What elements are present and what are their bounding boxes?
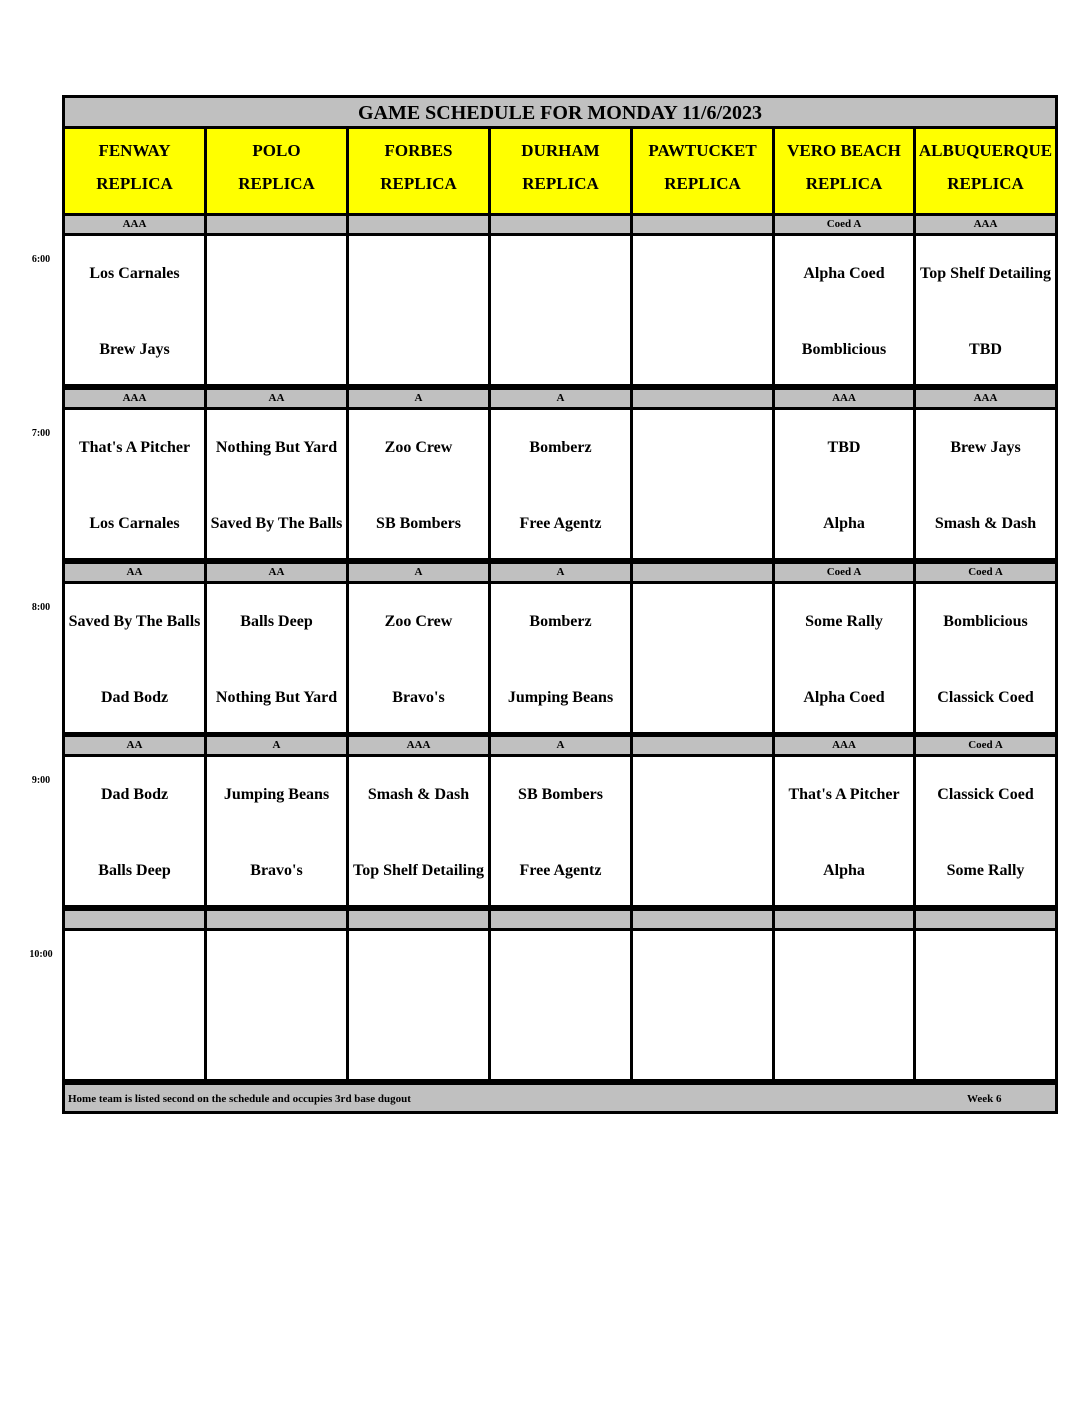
game-cell — [207, 931, 346, 1079]
division-label: AA — [65, 737, 204, 754]
game-cell — [491, 410, 630, 558]
home-team: Smash & Dash — [934, 514, 1037, 532]
home-team — [491, 324, 630, 374]
visiting-team: Saved By The Balls — [68, 612, 201, 630]
time-label: 7:00 — [31, 428, 51, 439]
division-label — [916, 911, 1055, 928]
division-label: A — [491, 390, 630, 407]
home-team: Alpha Coed — [803, 688, 885, 706]
division-label: A — [207, 737, 346, 754]
visiting-team: Smash & Dash — [367, 785, 470, 803]
division-label: A — [349, 390, 488, 407]
visiting-team — [916, 943, 1055, 993]
field-name: VERO BEACH — [787, 141, 901, 160]
visiting-team — [349, 943, 488, 993]
division-label: AA — [65, 564, 204, 581]
game-cell — [491, 236, 630, 384]
visiting-team: Nothing But Yard — [215, 438, 338, 456]
game-cell — [491, 584, 630, 732]
game-cell — [349, 931, 488, 1079]
game-cell — [775, 236, 913, 384]
field-header — [633, 129, 772, 213]
game-cell — [633, 410, 772, 558]
visiting-team: SB Bombers — [518, 785, 603, 803]
field-header — [775, 129, 913, 213]
home-team: Bravo's — [392, 688, 445, 706]
game-cell — [916, 410, 1055, 558]
time-label: 8:00 — [31, 602, 51, 613]
game-cell — [633, 584, 772, 732]
home-team — [916, 1019, 1055, 1069]
visiting-team — [633, 248, 772, 298]
visiting-team — [491, 943, 630, 993]
visiting-team — [65, 943, 204, 993]
home-team — [349, 1019, 488, 1069]
game-cell — [349, 410, 488, 558]
home-team: Balls Deep — [98, 861, 171, 879]
home-team — [207, 1019, 346, 1069]
game-cell — [916, 236, 1055, 384]
division-label: A — [491, 564, 630, 581]
division-label — [633, 737, 772, 754]
game-cell — [775, 584, 913, 732]
home-team — [349, 324, 488, 374]
division-label: AA — [207, 564, 346, 581]
visiting-team: Jumping Beans — [223, 785, 330, 803]
division-label — [775, 911, 913, 928]
home-team — [633, 324, 772, 374]
division-label — [65, 911, 204, 928]
game-cell — [65, 931, 204, 1079]
visiting-team — [207, 943, 346, 993]
time-label: 10:00 — [29, 949, 53, 960]
game-cell — [65, 757, 204, 905]
home-team: SB Bombers — [376, 514, 461, 532]
division-label — [633, 911, 772, 928]
home-team: Los Carnales — [89, 514, 180, 532]
visiting-team: Brew Jays — [950, 438, 1021, 456]
division-label: Coed A — [775, 564, 913, 581]
home-team: Alpha — [823, 861, 865, 879]
home-team — [633, 672, 772, 722]
field-subtitle: REPLICA — [96, 174, 173, 193]
schedule-title: GAME SCHEDULE FOR MONDAY 11/6/2023 — [65, 98, 1055, 126]
field-subtitle: REPLICA — [805, 174, 883, 193]
home-team: Free Agentz — [519, 514, 602, 532]
game-cell — [65, 236, 204, 384]
division-label — [207, 911, 346, 928]
visiting-team: Balls Deep — [240, 612, 313, 630]
home-team: Brew Jays — [99, 340, 170, 358]
field-name: DURHAM — [521, 141, 600, 160]
home-team: Nothing But Yard — [215, 688, 338, 706]
division-label: A — [349, 564, 488, 581]
division-label: Coed A — [775, 216, 913, 233]
division-label: Coed A — [916, 737, 1055, 754]
game-cell — [775, 410, 913, 558]
visiting-team: Los Carnales — [89, 264, 180, 282]
home-team: Bomblicious — [801, 340, 887, 358]
field-name: FORBES — [384, 141, 453, 160]
home-team: Saved By The Balls — [210, 514, 343, 532]
home-team: Free Agentz — [519, 861, 602, 879]
field-subtitle: REPLICA — [664, 174, 741, 193]
field-subtitle: REPLICA — [947, 174, 1024, 193]
division-label — [633, 216, 772, 233]
visiting-team — [775, 943, 913, 993]
home-team: Jumping Beans — [507, 688, 614, 706]
home-team — [65, 1019, 204, 1069]
visiting-team — [207, 248, 346, 298]
game-cell — [207, 584, 346, 732]
visiting-team — [633, 943, 772, 993]
visiting-team: Zoo Crew — [384, 612, 453, 630]
visiting-team: TBD — [827, 438, 861, 456]
visiting-team — [491, 248, 630, 298]
field-name: ALBUQUERQUE — [918, 141, 1053, 160]
schedule-table — [62, 95, 1058, 1114]
game-cell — [491, 757, 630, 905]
division-label: Coed A — [916, 564, 1055, 581]
game-cell — [349, 236, 488, 384]
division-label — [491, 911, 630, 928]
division-label: AAA — [65, 390, 204, 407]
home-team — [491, 1019, 630, 1069]
division-label — [349, 216, 488, 233]
visiting-team — [633, 422, 772, 472]
visiting-team — [349, 248, 488, 298]
visiting-team: Some Rally — [805, 612, 883, 630]
game-cell — [633, 757, 772, 905]
visiting-team: Classick Coed — [937, 785, 1034, 803]
field-subtitle: REPLICA — [522, 174, 599, 193]
field-name: PAWTUCKET — [648, 141, 757, 160]
week-label: Week 6 — [967, 1093, 1002, 1105]
division-label: AAA — [775, 390, 913, 407]
visiting-team — [633, 769, 772, 819]
visiting-team: Bomberz — [529, 438, 592, 456]
game-cell — [349, 757, 488, 905]
visiting-team: Bomberz — [529, 612, 592, 630]
game-cell — [916, 584, 1055, 732]
time-label: 6:00 — [31, 254, 51, 265]
division-label — [207, 216, 346, 233]
game-cell — [349, 584, 488, 732]
visiting-team: That's A Pitcher — [788, 785, 900, 803]
division-label — [349, 911, 488, 928]
game-cell — [207, 757, 346, 905]
visiting-team: Zoo Crew — [384, 438, 453, 456]
home-team: Bravo's — [250, 861, 303, 879]
game-cell — [775, 757, 913, 905]
time-label: 9:00 — [31, 775, 51, 786]
visiting-team: Bomblicious — [943, 612, 1028, 630]
schedule-footer — [65, 1085, 1055, 1111]
division-label — [633, 390, 772, 407]
division-label: AAA — [775, 737, 913, 754]
home-team: Dad Bodz — [100, 688, 169, 706]
game-cell — [207, 236, 346, 384]
game-cell — [633, 931, 772, 1079]
home-team: Some Rally — [946, 861, 1025, 879]
division-label: AAA — [349, 737, 488, 754]
home-team: TBD — [969, 340, 1002, 358]
game-cell — [65, 410, 204, 558]
division-label: AAA — [916, 216, 1055, 233]
game-cell — [65, 584, 204, 732]
home-team — [207, 324, 346, 374]
visiting-team: Top Shelf Detailing — [920, 264, 1051, 282]
game-cell — [207, 410, 346, 558]
field-subtitle: REPLICA — [380, 174, 457, 193]
field-header — [349, 129, 488, 213]
home-team — [633, 1019, 772, 1069]
division-label: AAA — [916, 390, 1055, 407]
home-team — [633, 498, 772, 548]
division-label: A — [491, 737, 630, 754]
division-label: AAA — [65, 216, 204, 233]
home-team — [775, 1019, 913, 1069]
game-cell — [633, 236, 772, 384]
visiting-team — [633, 596, 772, 646]
field-subtitle: REPLICA — [238, 174, 315, 193]
footer-note: Home team is listed second on the schedule and occupies 3rd base dugout — [68, 1093, 411, 1105]
field-name: FENWAY — [98, 141, 171, 160]
field-header — [916, 129, 1055, 213]
visiting-team: Dad Bodz — [100, 785, 169, 803]
game-cell — [916, 757, 1055, 905]
division-label — [491, 216, 630, 233]
field-header — [491, 129, 630, 213]
game-cell — [775, 931, 913, 1079]
game-cell — [916, 931, 1055, 1079]
home-team: Alpha — [823, 514, 865, 532]
division-label: AA — [207, 390, 346, 407]
home-team: Classick Coed — [937, 688, 1034, 706]
home-team — [633, 845, 772, 895]
game-cell — [491, 931, 630, 1079]
field-name: POLO — [252, 141, 301, 160]
visiting-team: Alpha Coed — [803, 264, 885, 282]
visiting-team: That's A Pitcher — [78, 438, 191, 456]
field-header — [207, 129, 346, 213]
home-team: Top Shelf Detailing — [353, 861, 484, 879]
field-header — [65, 129, 204, 213]
division-label — [633, 564, 772, 581]
